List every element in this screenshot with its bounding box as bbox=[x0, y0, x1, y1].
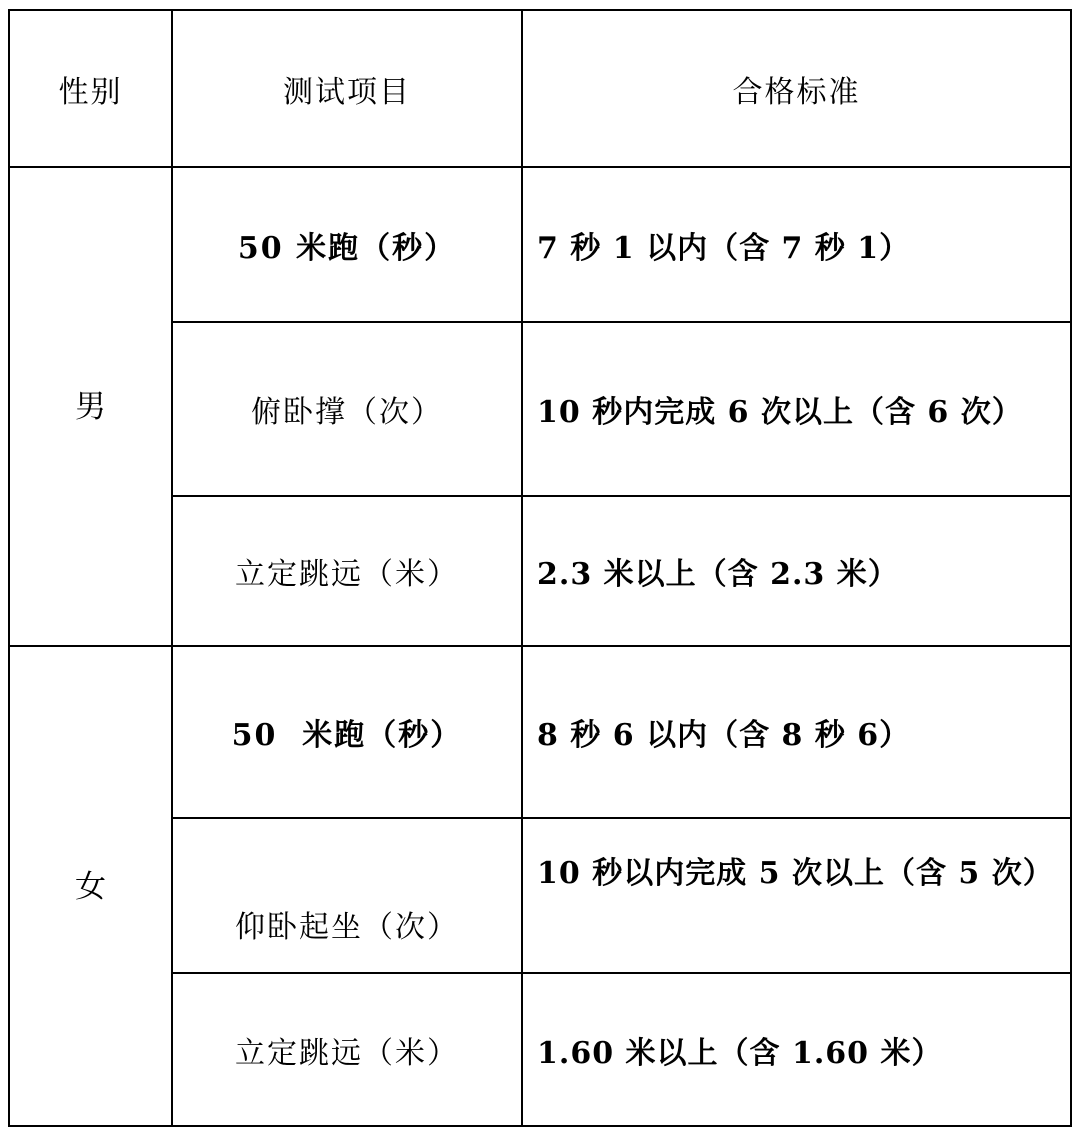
gender-cell-male: 男 bbox=[9, 167, 172, 646]
standard-cell: 10 秒以内完成 5 次以上（含 5 次） bbox=[522, 818, 1071, 973]
gender-cell-female: 女 bbox=[9, 646, 172, 1126]
test-item-cell: 50 米跑（秒） bbox=[172, 167, 522, 322]
header-standard: 合格标准 bbox=[522, 10, 1071, 167]
standard-cell: 1.60 米以上（含 1.60 米） bbox=[522, 973, 1071, 1126]
test-item-cell: 立定跳远（米） bbox=[172, 496, 522, 646]
fitness-standards-table bbox=[8, 9, 1072, 1127]
header-row bbox=[9, 10, 1071, 167]
table-row bbox=[9, 167, 1071, 322]
standard-cell: 7 秒 1 以内（含 7 秒 1） bbox=[522, 167, 1071, 322]
table-row bbox=[9, 646, 1071, 818]
standard-cell: 10 秒内完成 6 次以上（含 6 次） bbox=[522, 322, 1071, 496]
test-item-cell: 立定跳远（米） bbox=[172, 973, 522, 1126]
test-item-cell: 50 米跑（秒） bbox=[172, 646, 522, 818]
test-item-cell: 仰卧起坐（次） bbox=[172, 818, 522, 973]
standard-cell: 8 秒 6 以内（含 8 秒 6） bbox=[522, 646, 1071, 818]
header-gender: 性别 bbox=[9, 10, 172, 167]
test-item-cell: 俯卧撑（次） bbox=[172, 322, 522, 496]
header-test-item: 测试项目 bbox=[172, 10, 522, 167]
standard-cell: 2.3 米以上（含 2.3 米） bbox=[522, 496, 1071, 646]
